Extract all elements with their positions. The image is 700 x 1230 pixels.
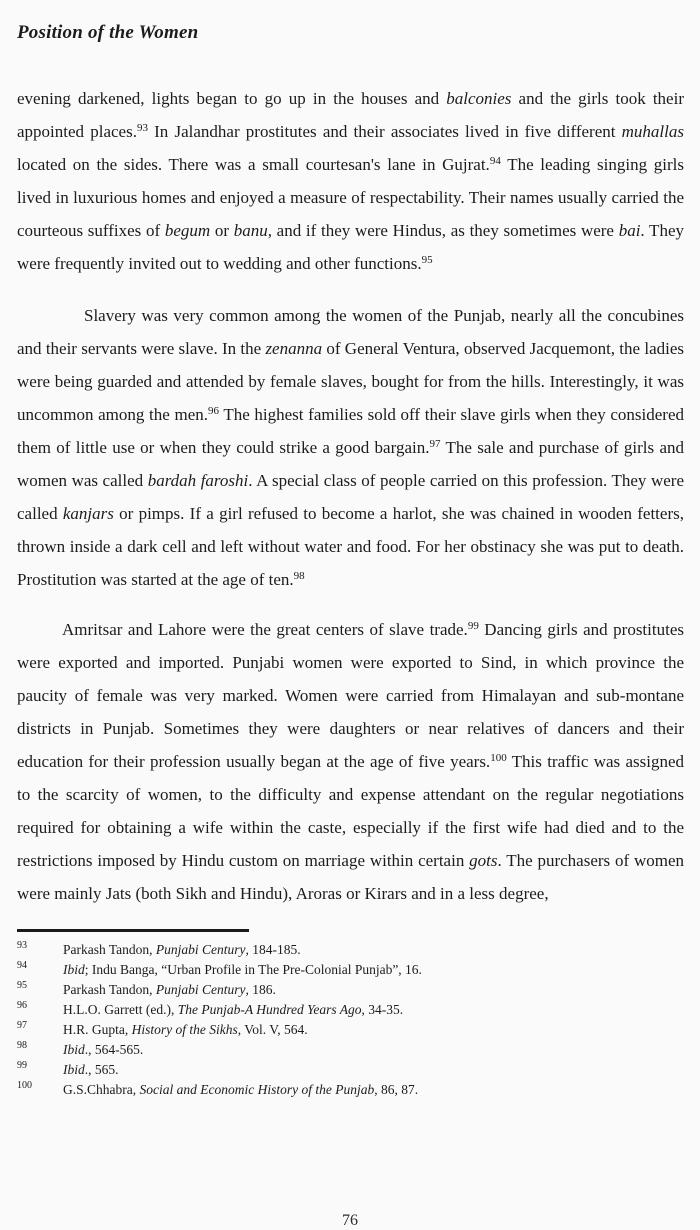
footnotes-section [17, 940, 684, 1100]
footnote-number: 100 [17, 1080, 32, 1091]
footnote [17, 1080, 684, 1100]
footnote-text: Ibid., 565. [63, 1062, 119, 1077]
page-title: Position of the Women [17, 22, 199, 43]
body-text [17, 82, 684, 910]
paragraph: Slavery was very common among the women of the Punjab, nearly all the concubines and their servants were slave. In the zenanna of General Ventura, observed Jacquemont, the ladies were being guarded and attended by female slaves, bought for from the hills. Interestingly, it was uncommon among the men.$^{96}$ The highest families sold off their slave girls when they considered them of little use or when they could strike a good bargain.$^{97}$ The sale and purchase of girls and women was called bardah faroshi. A special class of people carried on this profession. They were called kanjars or pimps. If a girl refused to become a harlot, she was chained in wooden fetters, thrown inside a dark cell and left without water and food. For her obstinacy she was put to death. Prostitution was started at the age of ten.$^{98}$ [17, 306, 684, 589]
footnote-number: 96 [17, 1000, 27, 1011]
footnote [17, 980, 684, 1000]
page-number: 76 [342, 1212, 358, 1229]
paragraph: evening darkened, lights began to go up in the houses and balconies and the girls took their appointed places.$^{93}$ In Jalandhar prostitutes and their associates lived in five different muhallas located on the sides. There was a small courtesan's lane in Gujrat.$^{94}$ The leading singing girls lived in luxurious homes and enjoyed a measure of respectability. Their names usually carried the courteous suffixes of begum or banu, and if they were Hindus, as they sometimes were bai. They were frequently invited out to wedding and other functions.$^{95}$ [17, 89, 684, 273]
footnote-separator [17, 929, 249, 932]
footnote [17, 940, 684, 960]
footnote [17, 1060, 684, 1080]
footnote-number: 98 [17, 1040, 27, 1051]
footnote [17, 960, 684, 980]
footnote-number: 99 [17, 1060, 27, 1071]
footnote-text: H.R. Gupta, History of the Sikhs, Vol. V, 564. [63, 1022, 308, 1037]
footnote-number: 93 [17, 940, 27, 951]
footnote-text: G.S.Chhabra, Social and Economic History of the Punjab, 86, 87. [63, 1082, 419, 1097]
footnote-text: Parkash Tandon, Punjabi Century, 186. [63, 982, 276, 997]
footnote-number: 95 [17, 980, 27, 991]
footnote [17, 1020, 684, 1040]
footnote-number: 97 [17, 1020, 27, 1031]
footnote-text: Ibid; Indu Banga, “Urban Profile in The Pre-Colonial Punjab”, 16. [63, 962, 422, 977]
footnote [17, 1040, 684, 1060]
footnote-number: 94 [17, 960, 27, 971]
footnote [17, 1000, 684, 1020]
footnote-text: Ibid., 564-565. [63, 1042, 144, 1057]
footnote-text: Parkash Tandon, Punjabi Century, 184-185. [63, 942, 301, 957]
footnote-text: H.L.O. Garrett (ed.), The Punjab-A Hundred Years Ago, 34-35. [63, 1002, 404, 1017]
paragraph: Amritsar and Lahore were the great centers of slave trade.$^{99}$ Dancing girls and prostitutes were exported and imported. Punjabi women were exported to Sind, in which province the paucity of female was very marked. Women were carried from Himalayan and sub-montane districts in Punjab. Sometimes they were daughters or near relatives of dancers and their education for their profession usually began at the age of five years.$^{100}$ This traffic was assigned to the scarcity of women, to the difficulty and expense attendant on the regular negotiations required for obtaining a wife within the caste, especially if the first wife had died and to the restrictions imposed by Hindu custom on marriage within certain gots. The purchasers of women were mainly Jats (both Sikh and Hindu), Aroras or Kirars and in a less degree, [17, 620, 684, 903]
